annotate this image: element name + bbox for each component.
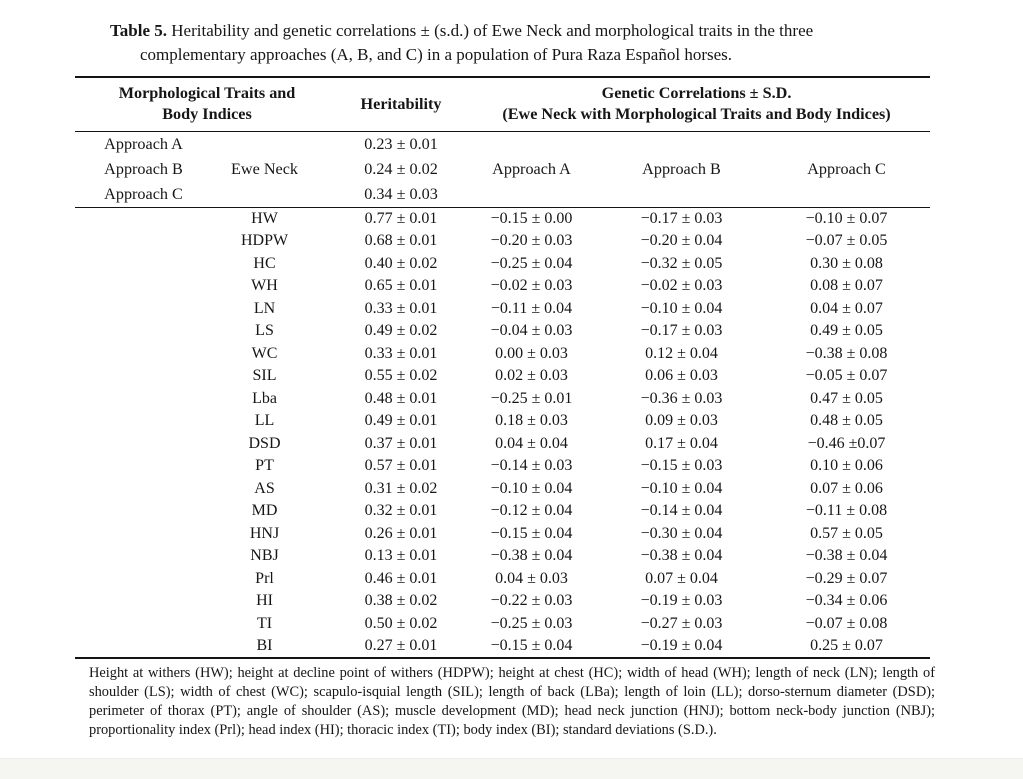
ewe-neck-row-approach-c: [75, 182, 930, 208]
corr-approach-c-value: 0.49 ± 0.05: [810, 322, 883, 340]
empty-cell: [75, 298, 190, 321]
trait-abbr: AS: [254, 479, 275, 497]
corr-approach-b-value: 0.07 ± 0.04: [645, 569, 718, 587]
corr-approach-a-value: −0.10 ± 0.04: [490, 479, 573, 497]
heritability-value: 0.32 ± 0.01: [364, 502, 438, 520]
heritability-value: 0.38 ± 0.02: [364, 592, 438, 610]
trait-row: [75, 208, 930, 231]
corr-approach-c-value: −0.11 ± 0.08: [805, 502, 888, 520]
corr-approach-c-value: −0.34 ± 0.06: [805, 592, 888, 610]
empty-cell: [75, 500, 190, 523]
empty-cell: [75, 365, 190, 388]
heritability-value: 0.40 ± 0.02: [364, 254, 438, 272]
trait-abbr: BI: [256, 636, 273, 654]
corr-approach-c-value: −0.38 ± 0.08: [805, 344, 888, 362]
empty-cell: [75, 410, 190, 433]
corr-approach-a-value: −0.14 ± 0.03: [490, 457, 573, 475]
corr-approach-a-value: −0.02 ± 0.03: [490, 277, 573, 295]
ewe-neck-block: [75, 131, 930, 208]
correlation-column-header-approach-c: Approach C: [807, 160, 886, 179]
trait-rows: [75, 208, 930, 658]
corr-approach-b-value: −0.20 ± 0.04: [640, 232, 723, 250]
trait-row: [75, 545, 930, 568]
empty-cell: [75, 253, 190, 276]
trait-abbr: Prl: [255, 569, 274, 587]
corr-approach-c-value: 0.07 ± 0.06: [810, 479, 883, 497]
empty-cell: [75, 545, 190, 568]
header-morphological-traits-line2: Body Indices: [162, 105, 252, 124]
trait-abbr: LL: [254, 412, 275, 430]
empty-cell: [190, 182, 339, 208]
heritability-value: 0.27 ± 0.01: [364, 636, 438, 654]
heritability-value: 0.55 ± 0.02: [364, 367, 438, 385]
corr-approach-c-value: −0.10 ± 0.07: [805, 210, 888, 227]
trait-row: [75, 410, 930, 433]
empty-cell: [75, 208, 190, 231]
corr-approach-a-value: −0.15 ± 0.04: [490, 524, 573, 542]
trait-row: [75, 433, 930, 456]
empty-cell: [600, 131, 763, 157]
trait-row: [75, 388, 930, 411]
corr-approach-a-value: −0.25 ± 0.03: [490, 614, 573, 632]
corr-approach-b-value: −0.14 ± 0.04: [640, 502, 723, 520]
corr-approach-c-value: 0.08 ± 0.07: [810, 277, 883, 295]
empty-cell: [75, 613, 190, 636]
trait-abbr: NBJ: [250, 547, 279, 565]
heritability-value: 0.65 ± 0.01: [364, 277, 438, 295]
heritability-value: 0.57 ± 0.01: [364, 457, 438, 475]
corr-approach-a-value: −0.22 ± 0.03: [490, 592, 573, 610]
corr-approach-a-value: 0.04 ± 0.03: [495, 569, 568, 587]
trait-abbr: HW: [251, 210, 278, 227]
corr-approach-b-value: 0.09 ± 0.03: [645, 412, 718, 430]
corr-approach-c-value: −0.29 ± 0.07: [805, 569, 888, 587]
approach-b-label: Approach B: [104, 160, 183, 179]
trait-row: [75, 298, 930, 321]
corr-approach-b-value: −0.36 ± 0.03: [640, 389, 723, 407]
heritability-value: 0.13 ± 0.01: [364, 547, 438, 565]
ewe-neck-row-approach-a: [75, 131, 930, 157]
corr-approach-c-value: −0.38 ± 0.04: [805, 547, 888, 565]
empty-cell: [75, 523, 190, 546]
corr-approach-b-value: −0.02 ± 0.03: [640, 277, 723, 295]
corr-approach-b-value: −0.10 ± 0.04: [640, 299, 723, 317]
trait-row: [75, 500, 930, 523]
trait-row: [75, 523, 930, 546]
corr-approach-a-value: −0.25 ± 0.04: [490, 254, 573, 272]
trait-row: [75, 320, 930, 343]
corr-approach-c-value: −0.05 ± 0.07: [805, 367, 888, 385]
corr-approach-b-value: −0.15 ± 0.03: [640, 457, 723, 475]
empty-cell: [75, 455, 190, 478]
header-genetic-correlations-line2: (Ewe Neck with Morphological Traits and Body Indices): [502, 105, 891, 124]
corr-approach-c-value: 0.48 ± 0.05: [810, 412, 883, 430]
corr-approach-a-value: −0.38 ± 0.04: [490, 547, 573, 565]
empty-cell: [75, 343, 190, 366]
approach-a-label: Approach A: [104, 134, 183, 153]
corr-approach-c-value: −0.46 ±0.07: [807, 434, 886, 452]
heritability-value: 0.26 ± 0.01: [364, 524, 438, 542]
heritability-value: 0.48 ± 0.01: [364, 389, 438, 407]
trait-abbr: HDPW: [240, 232, 289, 250]
corr-approach-a-value: −0.04 ± 0.03: [490, 322, 573, 340]
trait-row: [75, 478, 930, 501]
table-head: [75, 77, 930, 131]
table-footnote: Height at withers (HW); height at decline point of withers (HDPW); height at chest (HC); width of head (WH); length of neck (LN); length of shoulder (LS); width of chest (WC); scapulo-isquial length (SIL); length of back (LBa); length of loin (LL); dorso-sternum diameter (DSD); perimeter of thorax (PT); angle of shoulder (AS); muscle development (MD); head neck junction (HNJ); bottom neck-body junction (NBJ); proportionality index (Prl); head index (HI); thoracic index (TI); body index (BI); standard deviations (S.D.).: [89, 665, 935, 738]
corr-approach-a-value: −0.15 ± 0.00: [490, 210, 573, 227]
empty-cell: [763, 182, 930, 208]
corr-approach-c-value: 0.47 ± 0.05: [810, 389, 883, 407]
corr-approach-c-value: 0.10 ± 0.06: [810, 457, 883, 475]
corr-approach-c-value: −0.07 ± 0.08: [805, 614, 888, 632]
corr-approach-b-value: −0.27 ± 0.03: [640, 614, 723, 632]
trait-abbr: WH: [251, 277, 278, 295]
heritability-value: 0.33 ± 0.01: [364, 344, 438, 362]
corr-approach-b-value: 0.12 ± 0.04: [645, 344, 718, 362]
table-caption: [110, 19, 908, 66]
corr-approach-a-value: −0.20 ± 0.03: [490, 232, 573, 250]
trait-row: [75, 275, 930, 298]
trait-abbr: WC: [251, 344, 278, 362]
trait-abbr: Lba: [252, 389, 277, 407]
ewe-neck-heritability-b: 0.24 ± 0.02: [364, 160, 438, 179]
table-5: [75, 76, 930, 659]
empty-cell: [75, 230, 190, 253]
heritability-value: 0.33 ± 0.01: [364, 299, 438, 317]
corr-approach-b-value: −0.17 ± 0.03: [640, 322, 723, 340]
corr-approach-c-value: 0.04 ± 0.07: [810, 299, 883, 317]
corr-approach-c-value: 0.30 ± 0.08: [810, 254, 883, 272]
trait-row: [75, 253, 930, 276]
heritability-value: 0.68 ± 0.01: [364, 232, 438, 250]
corr-approach-a-value: −0.12 ± 0.04: [490, 502, 573, 520]
trait-abbr: HNJ: [249, 524, 280, 542]
corr-approach-b-value: −0.17 ± 0.03: [640, 210, 723, 227]
corr-approach-a-value: 0.00 ± 0.03: [495, 344, 568, 362]
corr-approach-b-value: −0.19 ± 0.03: [640, 592, 723, 610]
empty-cell: [75, 275, 190, 298]
header-heritability: Heritability: [339, 77, 463, 131]
corr-approach-c-value: 0.57 ± 0.05: [810, 524, 883, 542]
ewe-neck-heritability-a: 0.23 ± 0.01: [364, 134, 438, 153]
trait-abbr: LN: [253, 299, 276, 317]
corr-approach-b-value: −0.38 ± 0.04: [640, 547, 723, 565]
correlation-column-header-approach-a: Approach A: [492, 160, 571, 179]
empty-cell: [463, 131, 600, 157]
corr-approach-a-value: −0.25 ± 0.01: [490, 389, 573, 407]
heritability-value: 0.49 ± 0.02: [364, 322, 438, 340]
empty-cell: [600, 182, 763, 208]
header-morphological-traits: [75, 77, 339, 131]
empty-cell: [75, 478, 190, 501]
corr-approach-c-value: −0.07 ± 0.05: [805, 232, 888, 250]
empty-cell: [75, 568, 190, 591]
trait-row: [75, 365, 930, 388]
heritability-value: 0.46 ± 0.01: [364, 569, 438, 587]
trait-row: [75, 613, 930, 636]
heritability-value: 0.50 ± 0.02: [364, 614, 438, 632]
table-caption-label: Table 5.: [110, 21, 168, 40]
heritability-value: 0.77 ± 0.01: [364, 210, 438, 227]
empty-cell: [190, 131, 339, 157]
corr-approach-a-value: 0.18 ± 0.03: [495, 412, 568, 430]
ewe-neck-trait-label: Ewe Neck: [231, 160, 298, 179]
ewe-neck-heritability-c: 0.34 ± 0.03: [364, 185, 438, 204]
corr-approach-c-value: 0.25 ± 0.07: [810, 636, 883, 654]
header-genetic-correlations-line1: Genetic Correlations ± S.D.: [601, 84, 792, 103]
corr-approach-b-value: 0.06 ± 0.03: [645, 367, 718, 385]
heritability-value: 0.49 ± 0.01: [364, 412, 438, 430]
heritability-value: 0.37 ± 0.01: [364, 434, 438, 452]
heritability-value: 0.31 ± 0.02: [364, 479, 438, 497]
heritability-correlations-table: [75, 76, 930, 659]
table-caption-text: Heritability and genetic correlations ± (s.d.) of Ewe Neck and morphological traits in the three complementary approaches (A, B, and C) in a population of Pura Raza Español horses.: [140, 21, 814, 64]
trait-abbr: TI: [256, 614, 273, 632]
empty-cell: [75, 433, 190, 456]
corr-approach-b-value: −0.32 ± 0.05: [640, 254, 723, 272]
header-row: [75, 77, 930, 131]
trait-row: [75, 568, 930, 591]
trait-abbr: PT: [255, 457, 274, 475]
corr-approach-b-value: 0.17 ± 0.04: [645, 434, 718, 452]
corr-approach-b-value: −0.19 ± 0.04: [640, 636, 723, 654]
corr-approach-a-value: −0.11 ± 0.04: [490, 299, 573, 317]
approach-c-label: Approach C: [104, 185, 183, 204]
trait-abbr: HC: [253, 254, 276, 272]
header-morphological-traits-line1: Morphological Traits and: [118, 84, 296, 103]
trait-abbr: HI: [256, 592, 273, 610]
empty-cell: [763, 131, 930, 157]
empty-cell: [75, 635, 190, 658]
corr-approach-a-value: 0.02 ± 0.03: [495, 367, 568, 385]
ewe-neck-row-approach-b: [75, 157, 930, 183]
corr-approach-a-value: −0.15 ± 0.04: [490, 636, 573, 654]
trait-abbr: DSD: [248, 434, 281, 452]
corr-approach-b-value: −0.30 ± 0.04: [640, 524, 723, 542]
trait-row: [75, 635, 930, 658]
trait-row: [75, 343, 930, 366]
trait-abbr: MD: [251, 502, 278, 520]
empty-cell: [75, 590, 190, 613]
correlation-column-header-approach-b: Approach B: [642, 160, 721, 179]
header-genetic-correlations: [463, 77, 930, 131]
corr-approach-a-value: 0.04 ± 0.04: [495, 434, 568, 452]
page-bottom-strip: [0, 758, 1023, 779]
corr-approach-b-value: −0.10 ± 0.04: [640, 479, 723, 497]
empty-cell: [463, 182, 600, 208]
trait-abbr: LS: [255, 322, 274, 340]
empty-cell: [75, 388, 190, 411]
empty-cell: [75, 320, 190, 343]
trait-abbr: SIL: [252, 367, 277, 385]
trait-row: [75, 455, 930, 478]
trait-row: [75, 230, 930, 253]
trait-row: [75, 590, 930, 613]
